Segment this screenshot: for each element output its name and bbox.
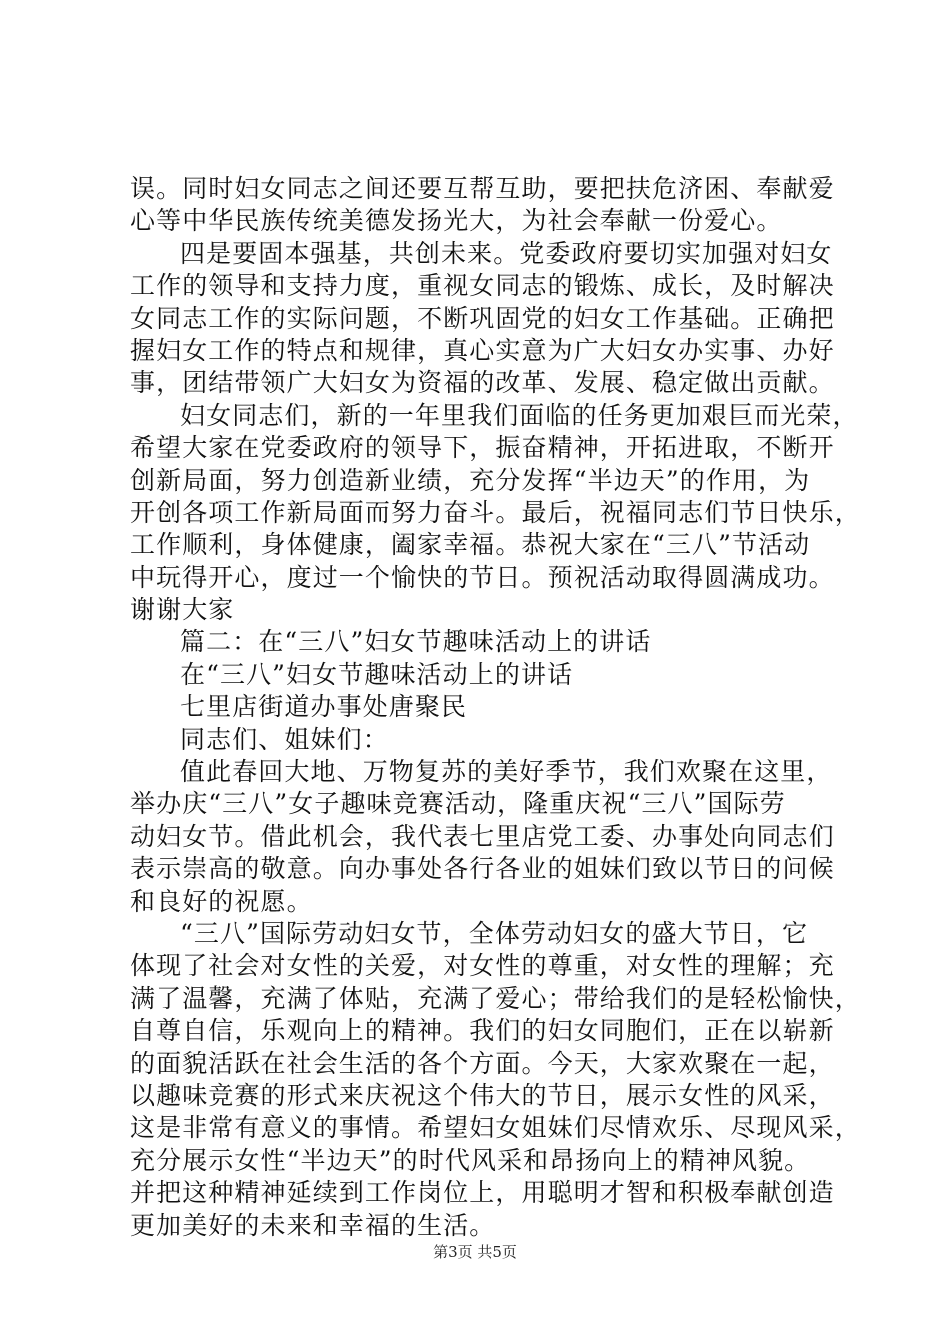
text-line: 的面貌活跃在社会生活的各个方面。今天，大家欢聚在一起， [130, 1048, 835, 1078]
salutation: 同志们、姐妹们： [180, 724, 389, 754]
text-line: 体现了社会对女性的关爱，对女性的尊重，对女性的理解；充 [130, 951, 835, 981]
text-line: 误。同时妇女同志之间还要互帮互助，要把扶危济困、奉献爱 [130, 174, 835, 203]
text-line: 动妇女节。借此机会，我代表七里店党工委、办事处向同志们 [130, 821, 835, 851]
text-line: 以趣味竞赛的形式来庆祝这个伟大的节日，展示女性的风采， [130, 1080, 835, 1110]
text-line: 心等中华民族传统美德发扬光大，为社会奉献一份爱心。 [130, 206, 783, 236]
paragraph-start: 四是要固本强基，共创未来。党委政府要切实加强对妇女 [180, 238, 833, 268]
speech-author: 七里店街道办事处唐聚民 [180, 692, 468, 722]
text-line: 并把这种精神延续到工作岗位上，用聪明才智和积极奉献创造 [130, 1178, 835, 1208]
speech-title: 在“三八”妇女节趣味活动上的讲话 [180, 659, 574, 689]
text-line: 表示崇高的敬意。向办事处各行各业的姐妹们致以节日的问候 [130, 854, 835, 884]
text-line: 创新局面，努力创造新业绩，充分发挥“半边天”的作用，为 [130, 465, 811, 495]
page-number-footer: 第3页 共5页 [433, 1243, 517, 1261]
text-line: 开创各项工作新局面而努力奋斗。最后，祝福同志们节日快乐， [130, 497, 861, 527]
text-line: 事，团结带领广大妇女为资福的改革、发展、稳定做出贡献。 [130, 368, 835, 398]
text-line: 工作的领导和支持力度，重视女同志的锻炼、成长，及时解决 [130, 271, 835, 301]
text-line: 中玩得开心，度过一个愉快的节日。预祝活动取得圆满成功。 [130, 562, 835, 592]
text-line: 女同志工作的实际问题，不断巩固党的妇女工作基础。正确把 [130, 303, 835, 333]
text-line: 自尊自信，乐观向上的精神。我们的妇女同胞们，正在以崭新 [130, 1016, 835, 1046]
text-line: 充分展示女性“半边天”的时代风采和昂扬向上的精神风貌。 [130, 1145, 811, 1175]
text-line: 工作顺利，身体健康，阖家幸福。恭祝大家在“三八”节活动 [130, 530, 811, 560]
paragraph-start: 值此春回大地、万物复苏的美好季节，我们欢聚在这里， [180, 757, 833, 787]
text-line: 满了温馨，充满了体贴，充满了爱心；带给我们的是轻松愉快， [130, 983, 861, 1013]
document-body [130, 173, 861, 1242]
paragraph-start: 妇女同志们，新的一年里我们面临的任务更加艰巨而光荣， [180, 400, 859, 430]
text-line: 更加美好的未来和幸福的生活。 [130, 1210, 496, 1240]
paragraph-start: “三八”国际劳动妇女节，全体劳动妇女的盛大节日，它 [180, 918, 809, 948]
section-heading: 篇二：在“三八”妇女节趣味活动上的讲话 [180, 627, 652, 657]
text-line: 这是非常有意义的事情。希望妇女姐妹们尽情欢乐、尽现风采， [130, 1113, 861, 1143]
text-line: 握妇女工作的特点和规律，真心实意为广大妇女办实事、办好 [130, 335, 835, 365]
text-line: 和良好的祝愿。 [130, 886, 313, 916]
text-line: 举办庆“三八”女子趣味竞赛活动，隆重庆祝“三八”国际劳 [130, 789, 786, 819]
text-line: 希望大家在党委政府的领导下，振奋精神，开拓进取，不断开 [130, 433, 835, 463]
text-line: 谢谢大家 [130, 595, 235, 625]
